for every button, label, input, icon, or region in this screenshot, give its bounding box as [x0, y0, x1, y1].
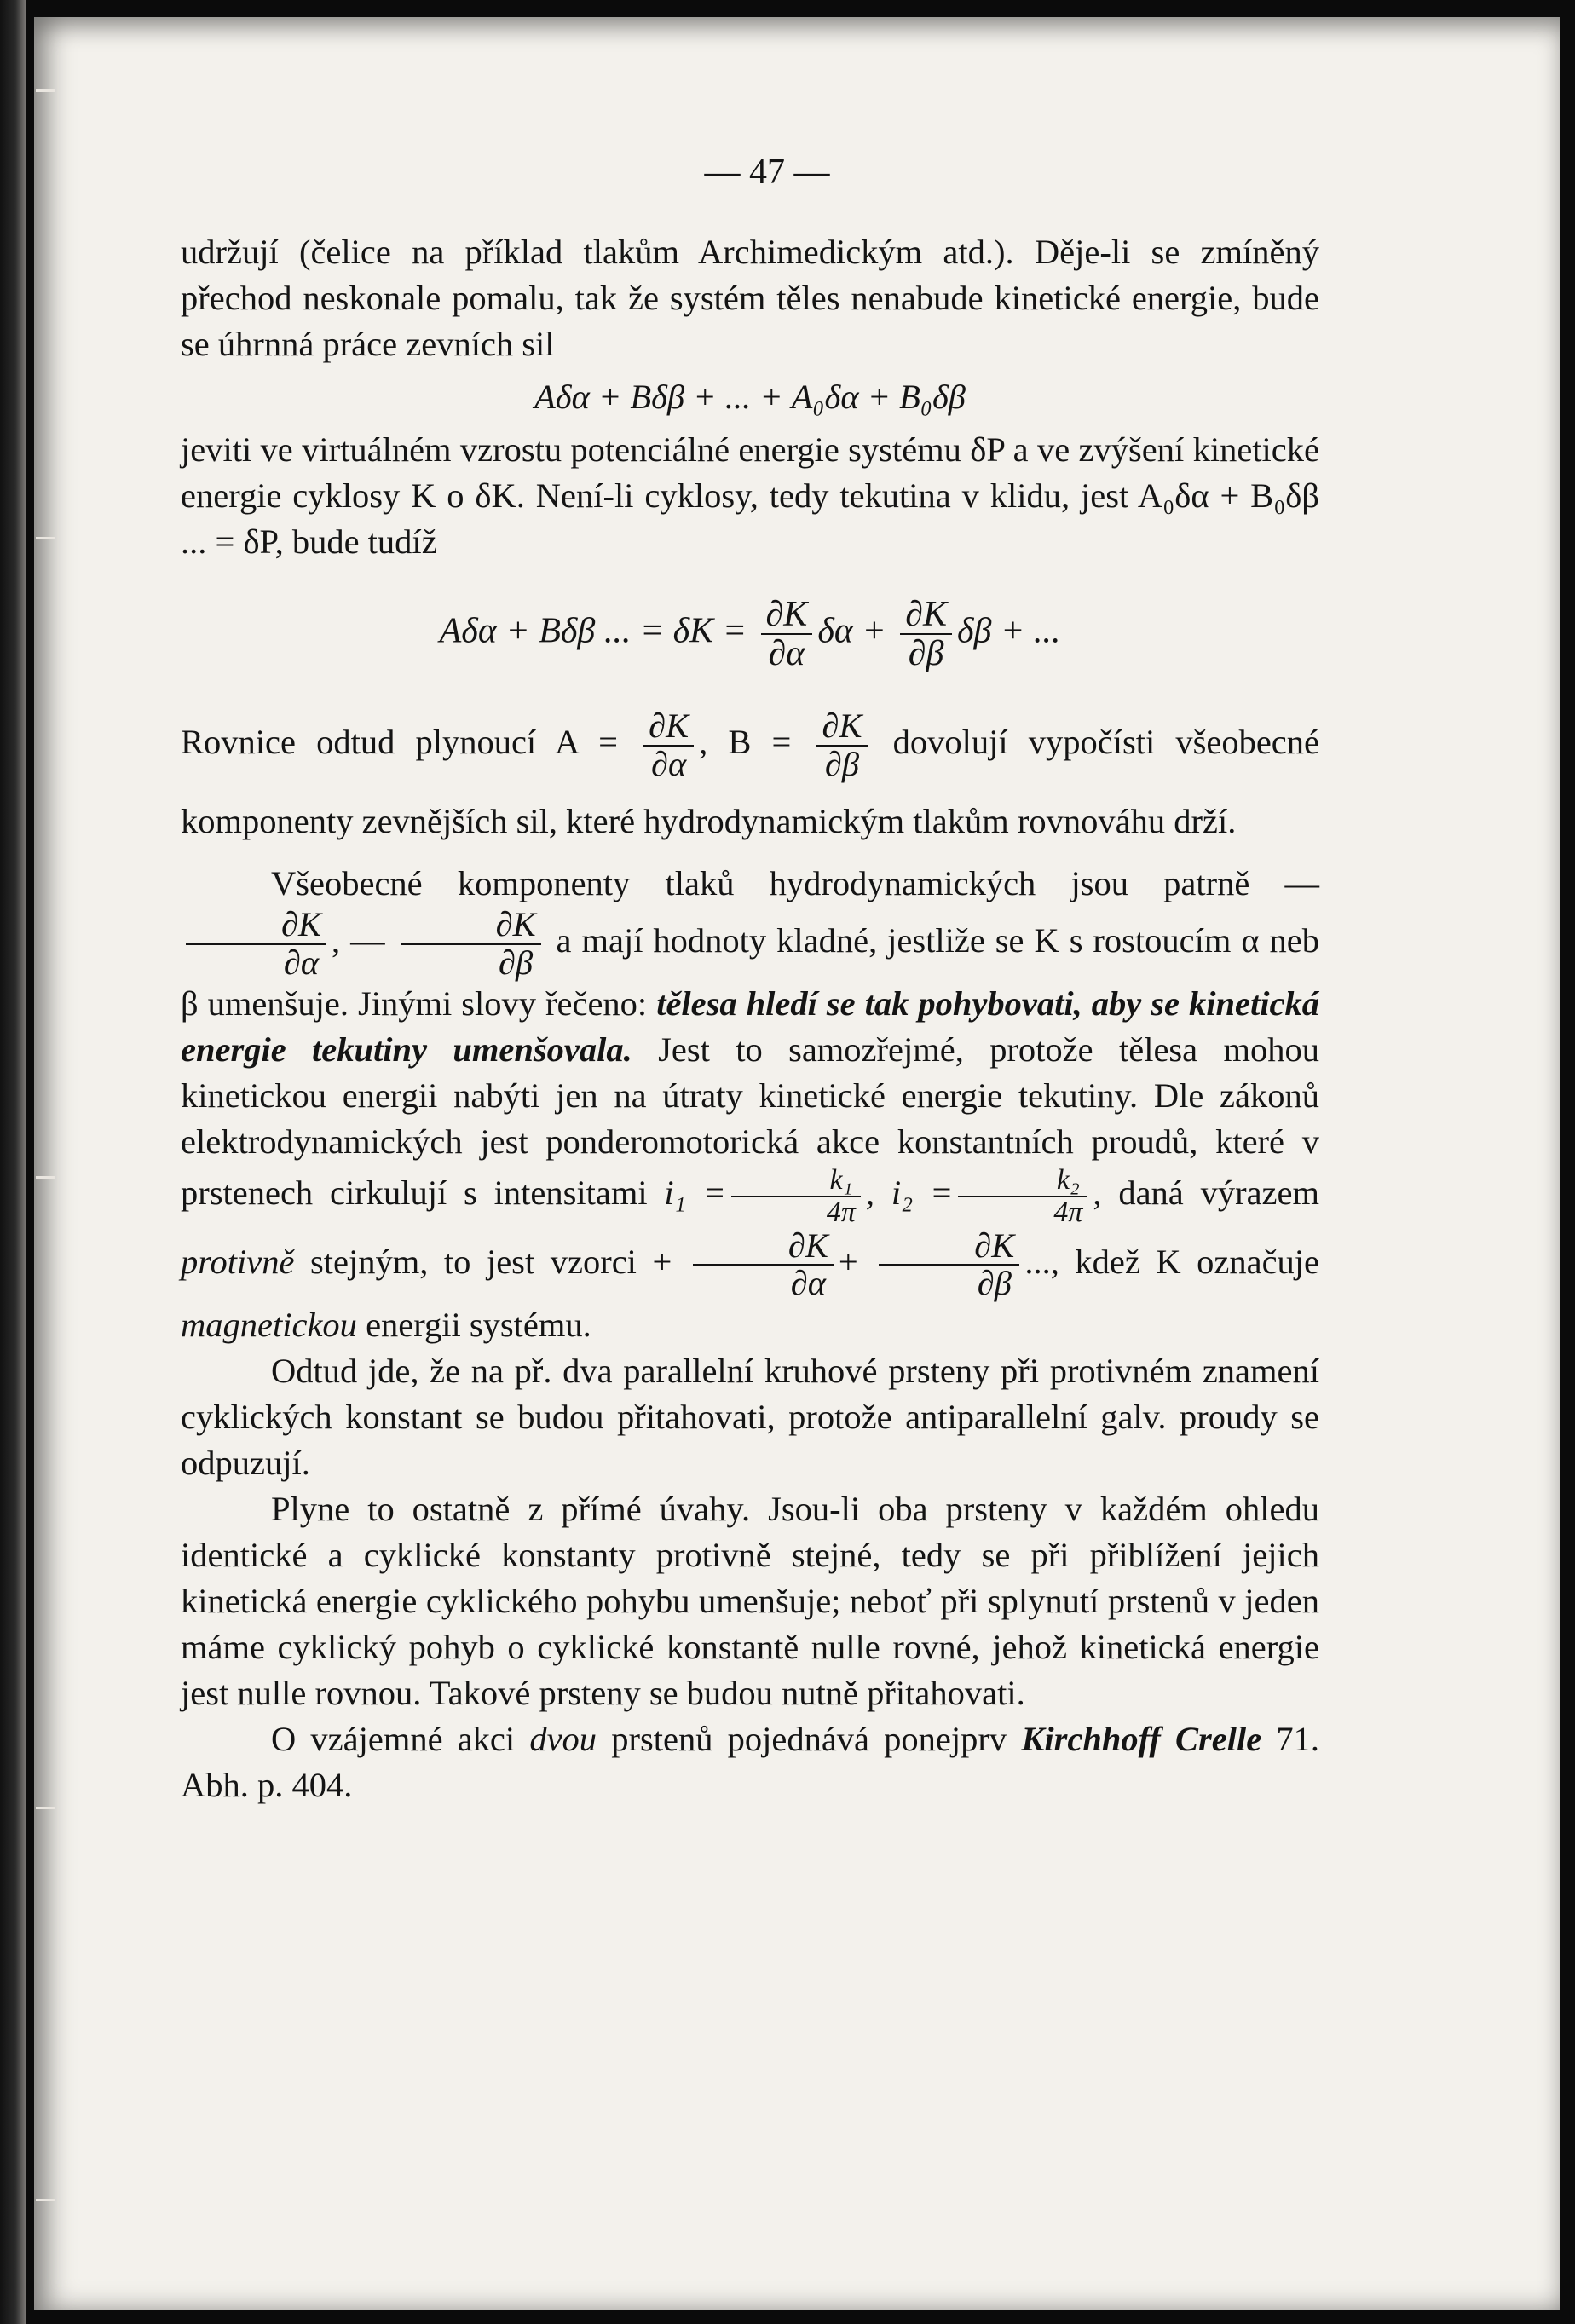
paragraph-4: Všeobecné komponenty tlaků hydrodynamických jsou patrně — $\frac{\partial K}{\partial\alpha}$ , — $\frac{\partial K}{\partial\beta}$ a mají hodnoty kladné, jestliže se K s rostoucím α neb β umenšuje. Jinými slovy řečeno: tělesa hledí se tak pohybovati, aby se kinetická energie tekutiny umenšovala. Jest to samozřejmé, protože tělesa mohou kinetickou energii nabýti jen na útraty kinetické energie tekutiny. Dle zákonů elektrodynamických jest ponderomotorická akce konstantních proudů, které v prstenech cirkulují s intensitami i₁ = $\frac{\text{k₁}}{4\pi}$ , i₂ = $\frac{\text{k₂}}{4\pi}$ , daná výrazem protivně stejným, to jest vzorci + $\frac{\partial K}{\partial\alpha}$ + $\frac{\partial K}{\partial\beta}$ ..., kdež K označuje magnetickou energii systému. — [181, 864, 1320, 1344]
book-spine-shadow — [0, 0, 26, 2324]
paragraph-3: Rovnice odtud plynoucí A = $\frac{\partial K}{\partial\alpha}$ , B = $\frac{\partial K}{\partial\beta}$ dovolují vypočísti všeobecné komponenty zevnějších sil, které hydrodynamickým tlakům rovnováhu drží. — [181, 706, 1319, 841]
margin-mark — [36, 1176, 55, 1179]
equation-2: Aδα + Bδβ ... = δK = $\frac{\partial K}{\partial\alpha}$ δα + $\frac{\partial K}{\partial\beta}$ δβ + ... — [439, 595, 1061, 674]
equation-1: Aδα + Bδβ + ... + A₀δα + B₀δβ — [534, 378, 966, 416]
margin-mark — [36, 537, 55, 539]
fraction-dk-dbeta: $\frac{\partial K}{\partial\beta}$ — [879, 1228, 1019, 1302]
paragraph-1: udržují (čelice na příklad tlakům Archimedickým atd.). Děje-li se zmíněný přechod neskonale pomalu, tak že systém těles nenabude kinetické energie, bude se úhrnná práce zevních sil — [181, 233, 1319, 363]
fraction-dk-dalpha: $\frac{\partial K}{\partial\alpha}$ — [186, 907, 326, 981]
fraction-dk-dalpha: $\frac{\partial K}{\partial\alpha}$ — [761, 596, 813, 672]
margin-mark — [36, 1807, 55, 1809]
paragraph-6: Plyne to ostatně z přímé úvahy. Jsou-li oba prsteny v každém ohledu identické a cyklické konstanty protivně stejné, tedy se při přiblížení jejich kinetická energie cyklického pohybu umenšuje; neboť při splynutí prstenů v jeden máme cyklický pohyb o cyklické konstantě nulle rovné, jehož kinetická energie jest nulle rovnou. Takové prsteny se budou nutně přitahovati. — [181, 1489, 1319, 1712]
fraction-k2-4pi: $\frac{\text{k₂}}{4\pi}$ — [958, 1165, 1088, 1227]
fraction-k1-4pi: $\frac{\text{k₁}}{4\pi}$ — [731, 1165, 861, 1227]
fraction-dk-dalpha: $\frac{\partial K}{\partial\alpha}$ — [693, 1228, 834, 1302]
paragraph-2: jeviti ve virtuálném vzrostu potenciálné energie systému δP a ve zvýšení kinetické energie cyklosy K o δK. Není-li cyklosy, tedy tekutina v klidu, jest A₀δα + B₀δβ ... = δP, bude tudíž — [181, 430, 1319, 561]
fraction-dk-dbeta: $\frac{\partial K}{\partial\beta}$ — [401, 907, 541, 981]
margin-mark — [36, 89, 55, 92]
fraction-dk-dbeta: $\frac{\partial K}{\partial\beta}$ — [816, 708, 867, 782]
page-text — [181, 149, 1319, 1808]
emphasis-text: tělesa hledí se tak pohybovati, aby se kinetická energie tekutiny umenšovala. — [181, 984, 1319, 1070]
margin-mark — [36, 2199, 55, 2201]
paragraph-7: O vzájemné akci dvou prstenů pojednává ponejprv Kirchhoff Crelle 71. Abh. p. 404. — [181, 1719, 1320, 1804]
page-number: — 47 — — [704, 153, 830, 192]
paragraph-5: Odtud jde, že na př. dva parallelní kruhové prsteny při protivném znamení cyklických konstant se budou přitahovati, protože antiparallelní galv. proudy se odpuzují. — [181, 1351, 1319, 1482]
fraction-dk-dbeta: $\frac{\partial K}{\partial\beta}$ — [900, 596, 952, 672]
fraction-dk-dalpha: $\frac{\partial K}{\partial\alpha}$ — [643, 708, 694, 782]
